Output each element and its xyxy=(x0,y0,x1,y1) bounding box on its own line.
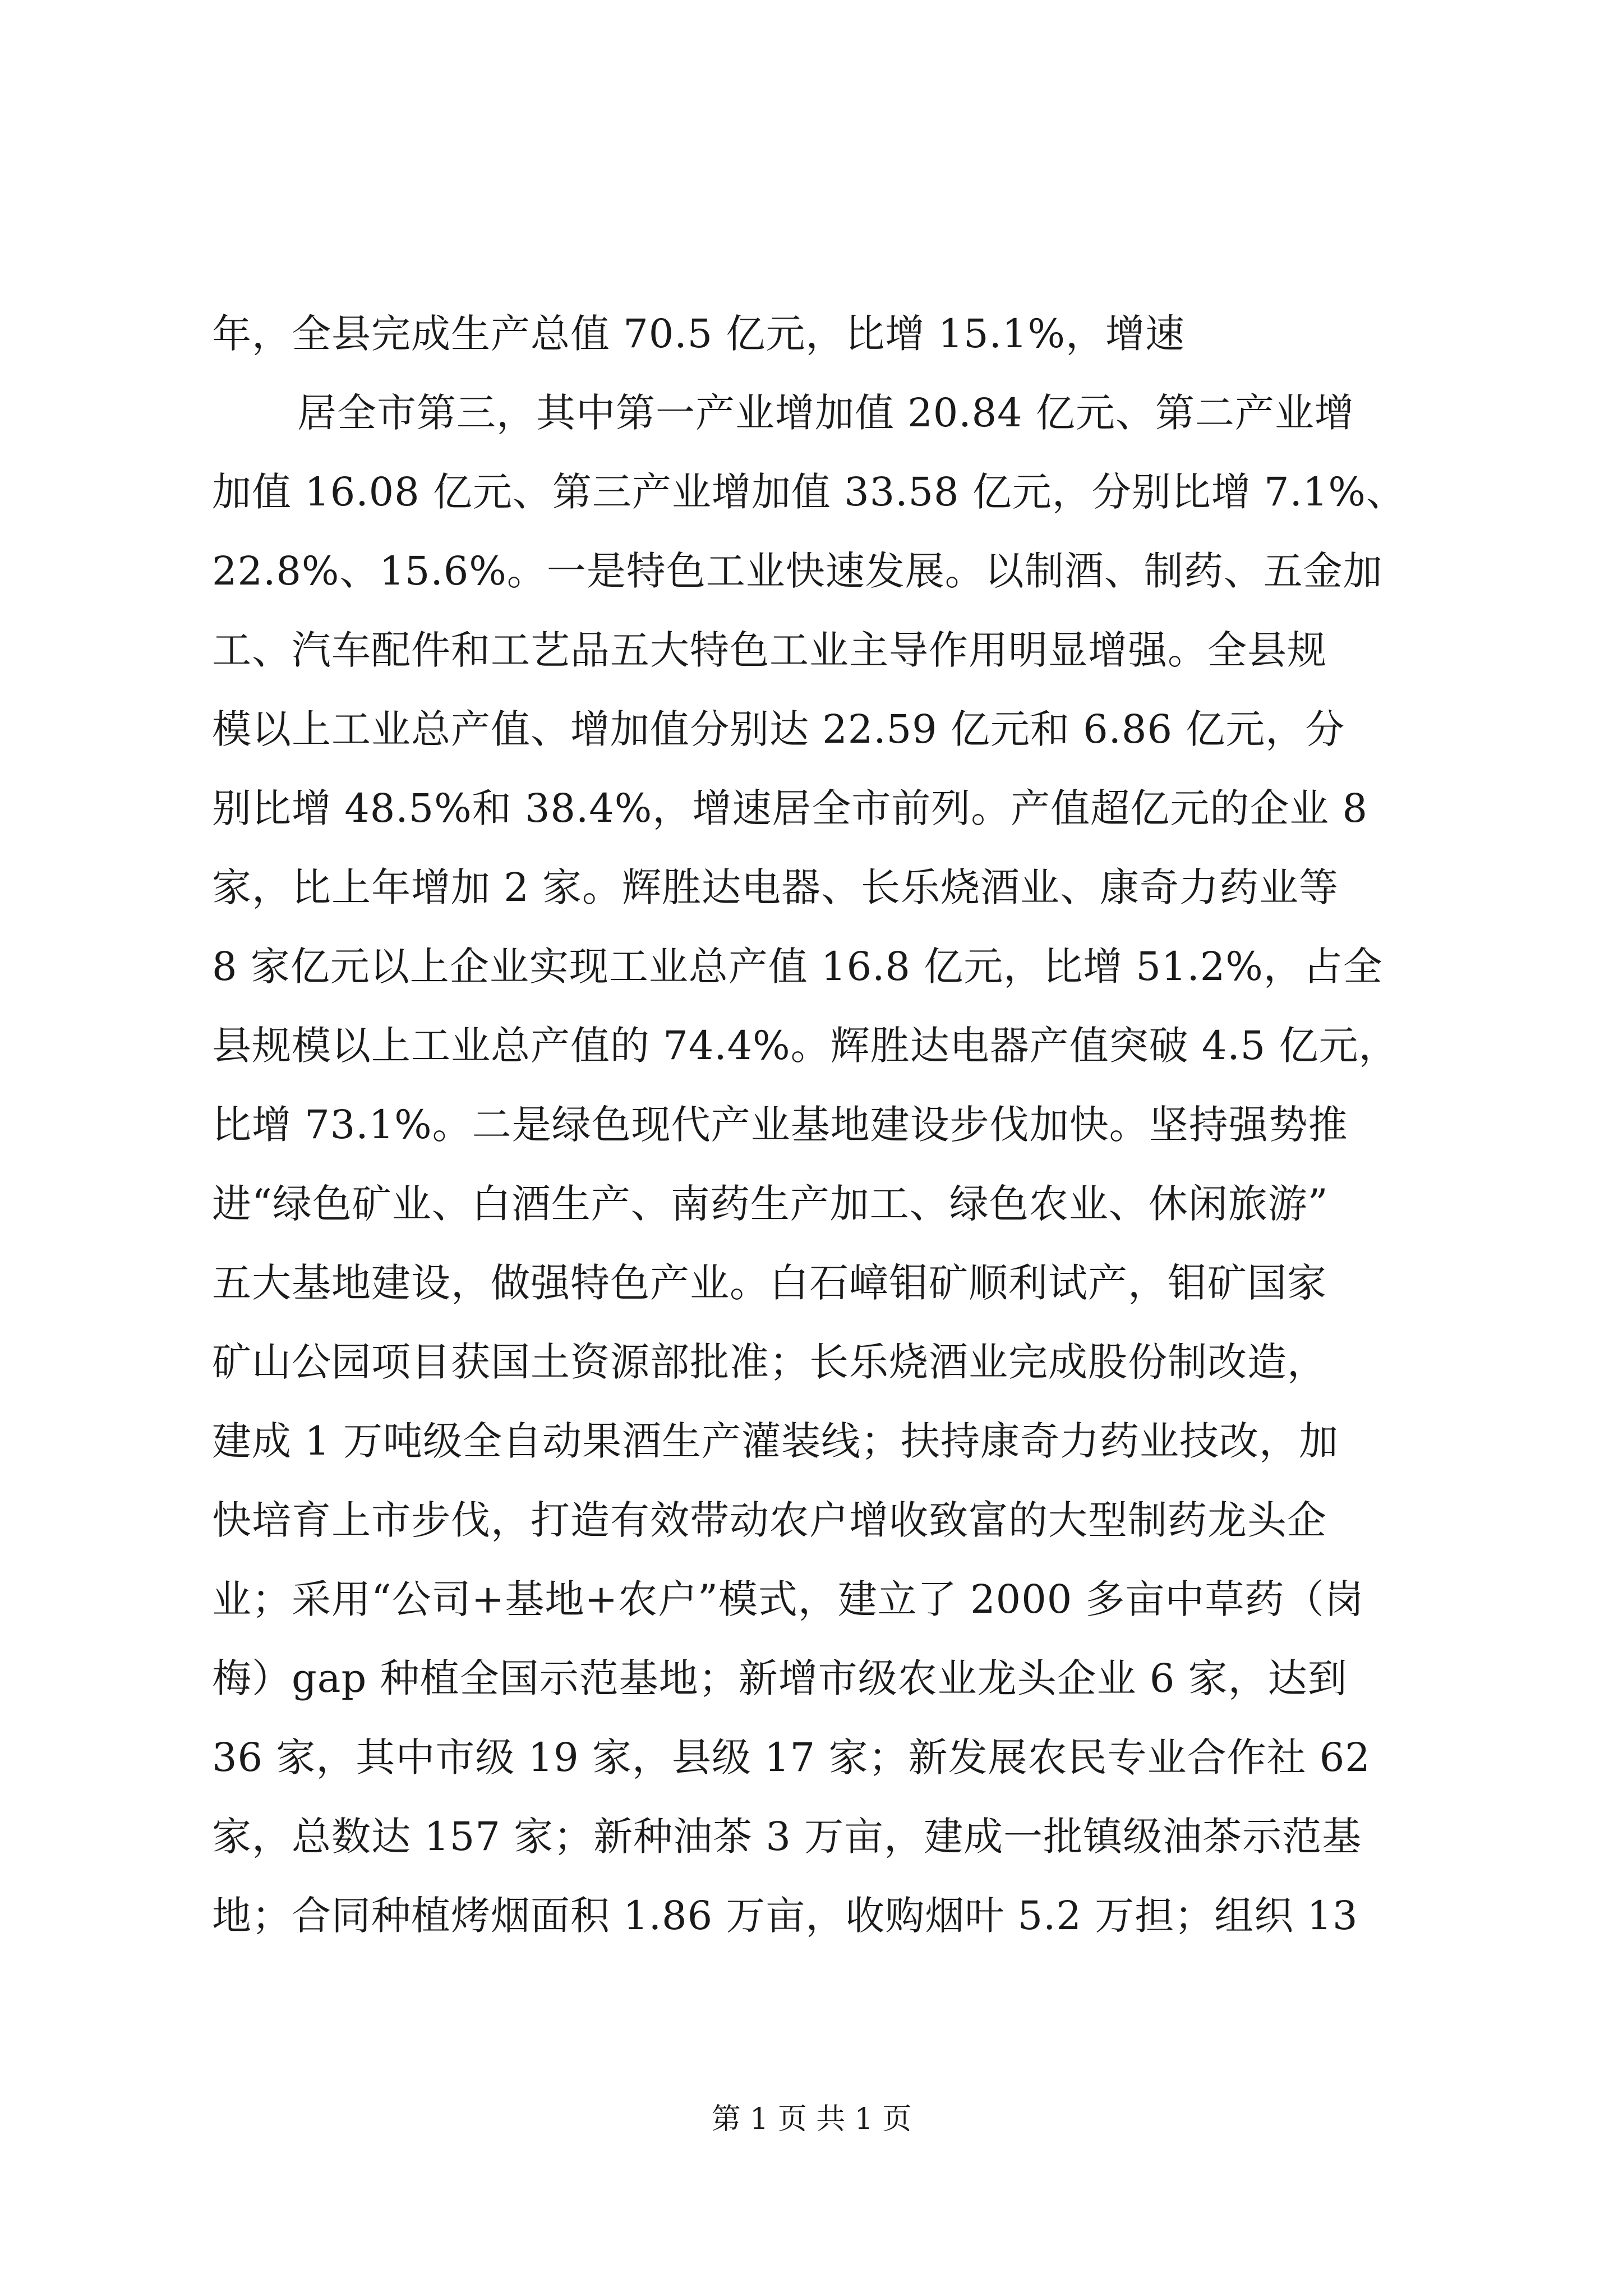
text-line: 工、汽车配件和工艺品五大特色工业主导作用明显增强。全县规 xyxy=(212,627,1327,673)
text-line: 别比增 48.5%和 38.4%，增速居全市前列。产值超亿元的企业 8 xyxy=(212,785,1368,831)
text-line: 36 家，其中市级 19 家，县级 17 家；新发展农民专业合作社 62 xyxy=(212,1734,1371,1780)
text-line: 比增 73.1%。二是绿色现代产业基地建设步伐加快。坚持强势推 xyxy=(212,1102,1348,1148)
text-line: 模以上工业总产值、增加值分别达 22.59 亿元和 6.86 亿元，分 xyxy=(212,706,1345,752)
text-line: 五大基地建设，做强特色产业。白石嶂钼矿顺利试产，钼矿国家 xyxy=(212,1260,1327,1306)
text-line: 居全市第三，其中第一产业增加值 20.84 亿元、第二产业增 xyxy=(297,390,1354,436)
text-line: 建成 1 万吨级全自动果酒生产灌装线；扶持康奇力药业技改，加 xyxy=(212,1418,1339,1464)
text-line: 梅）gap 种植全国示范基地；新增市级农业龙头企业 6 家，达到 xyxy=(212,1655,1348,1701)
document-body xyxy=(212,295,1412,1955)
text-line: 8 家亿元以上企业实现工业总产值 16.8 亿元，比增 51.2%，占全 xyxy=(212,944,1383,990)
text-line: 业；采用“公司+基地+农户”模式，建立了 2000 多亩中草药（岗 xyxy=(212,1576,1364,1622)
text-line: 年，全县完成生产总值 70.5 亿元，比增 15.1%，增速 xyxy=(212,311,1185,357)
text-line: 家，比上年增加 2 家。辉胜达电器、长乐烧酒业、康奇力药业等 xyxy=(212,864,1339,910)
text-line: 22.8%、15.6%。一是特色工业快速发展。以制酒、制药、五金加 xyxy=(212,548,1383,594)
page-footer: 第 1 页 共 1 页 xyxy=(711,2102,912,2136)
text-line: 矿山公园项目获国土资源部批准；长乐烧酒业完成股份制改造， xyxy=(212,1339,1327,1385)
text-line: 家，总数达 157 家；新种油茶 3 万亩，建成一批镇级油茶示范基 xyxy=(212,1814,1362,1860)
text-line: 加值 16.08 亿元、第三产业增加值 33.58 亿元，分别比增 7.1%、 xyxy=(212,469,1406,515)
text-line: 进“绿色矿业、白酒生产、南药生产加工、绿色农业、休闲旅游” xyxy=(212,1181,1329,1227)
text-line: 地；合同种植烤烟面积 1.86 万亩，收购烟叶 5.2 万担；组织 13 xyxy=(212,1893,1358,1939)
text-line: 快培育上市步伐，打造有效带动农户增收致富的大型制药龙头企 xyxy=(212,1497,1327,1543)
text-line: 县规模以上工业总产值的 74.4%。辉胜达电器产值突破 4.5 亿元， xyxy=(212,1023,1399,1069)
